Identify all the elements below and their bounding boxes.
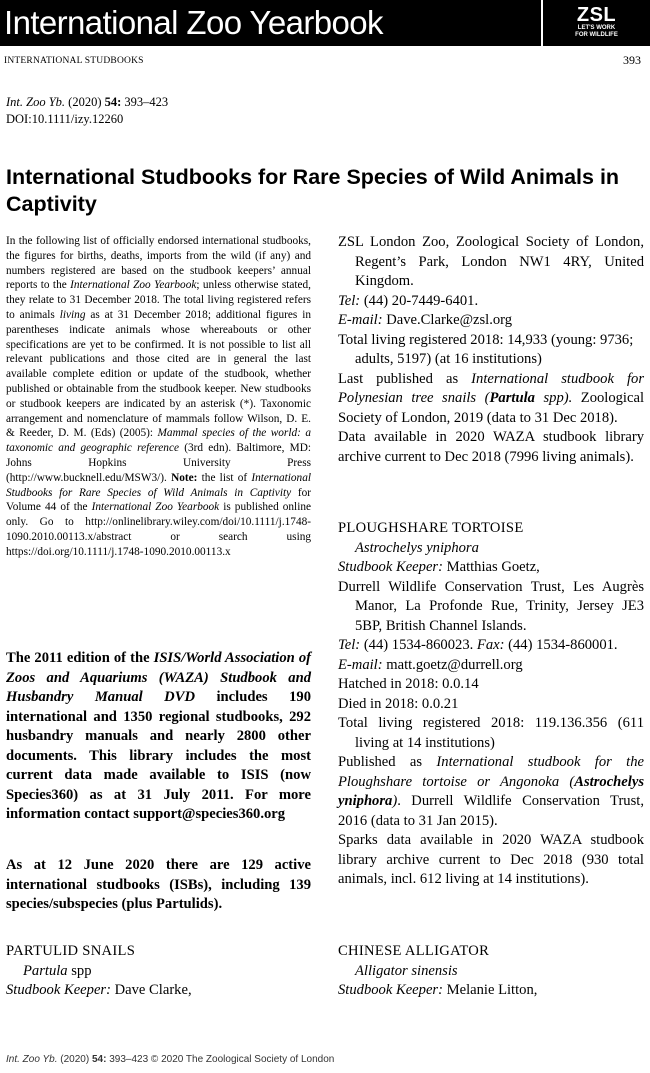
citation-year: (2020)	[68, 95, 102, 109]
entry-keeper: Studbook Keeper: Melanie Litton,	[338, 982, 538, 998]
entry-address: Durrell Wildlife Conservation Trust, Les Augrès Manor, La Profonde Rue, Trinity, Jersey JE3 5BP, British Channel Islands.	[338, 578, 644, 634]
entry-tel-fax: Tel: (44) 1534-860023. Fax: (44) 1534-860001.	[338, 637, 618, 653]
isis-paragraph: The 2011 edition of the ISIS/World Association of Zoos and Aquariums (WAZA) Studbook and Husbandry Manual DVD includes 190 international and 1350 regional studbooks, 292 husbandry manuals and nearly 2800 other documents. This library includes the most current data made available to ISIS (now Species360) as at 31 July 2011. For more information contact support@species360.org	[6, 650, 311, 822]
studbook-entry-partulid	[6, 942, 311, 1001]
entry-waza-data: Data available in 2020 WAZA studbook library archive current to Dec 2018 (7996 living animals).	[338, 429, 644, 465]
entry-species: Alligator sinensis	[355, 962, 458, 979]
entry-address: ZSL London Zoo, Zoological Society of London, Regent’s Park, London NW1 4RY, United Kingdom.	[338, 234, 644, 289]
entry-tel: Tel: (44) 20-7449-6401.	[338, 292, 479, 309]
page-number: 393	[623, 53, 641, 67]
article-title: International Studbooks for Rare Species of Wild Animals in Captivity	[6, 165, 620, 216]
entry-email: E-mail: Dave.Clarke@zsl.org	[338, 312, 513, 328]
studbook-entry-partulid-cont	[338, 233, 644, 467]
section-header: INTERNATIONAL STUDBOOKS	[4, 56, 144, 66]
entry-keeper: Studbook Keeper: Dave Clarke,	[6, 982, 192, 998]
entry-total: Total living registered 2018: 14,933 (young: 9736; adults, 5197) (at 16 institutions)	[338, 331, 634, 367]
entry-heading: CHINESE ALLIGATOR	[338, 943, 490, 959]
entry-sparks-data: Sparks data available in 2020 WAZA studbook library archive current to Dec 2018 (930 total animals, incl. 612 living at 14 institutions).	[338, 832, 644, 887]
entry-species: Astrochelys yniphora	[355, 539, 479, 556]
entry-publication: Last published as International studbook for Polynesian tree snails (Partula spp). Zoological Society of London, 2019 (data to 31 Dec 2018).	[338, 370, 645, 426]
journal-title: International Zoo Yearbook	[4, 4, 383, 41]
entry-hatched: Hatched in 2018: 0.0.14	[338, 676, 479, 692]
citation-pages: 393–423	[124, 95, 169, 109]
entry-publication: Published as International studbook for the Ploughshare tortoise or Angonoka (Astrochelys yniphora). Durrell Wildlife Conservation Trust, 2016 (data to 31 Jan 2015).	[338, 754, 644, 829]
citation-doi: DOI:10.1111/izy.12260	[6, 112, 124, 126]
zsl-logo-tagline: FOR WILDLIFE	[575, 32, 618, 38]
entry-heading: PLOUGHSHARE TORTOISE	[338, 520, 524, 536]
article-citation	[6, 94, 168, 128]
studbook-entry-alligator	[338, 942, 644, 1001]
zsl-logo-name: ZSL	[576, 4, 617, 26]
entry-heading: PARTULID SNAILS	[6, 943, 136, 959]
zsl-logo	[541, 0, 650, 46]
entry-died: Died in 2018: 0.0.21	[338, 695, 459, 712]
entry-total: Total living registered 2018: 119.136.356 (611 living at 14 institutions)	[338, 715, 644, 751]
entry-species: Partula spp	[23, 962, 92, 979]
studbook-summary: As at 12 June 2020 there are 129 active international studbooks (ISBs), including 139 species/subspecies (plus Partulids).	[6, 857, 311, 912]
page-footer: Int. Zoo Yb. (2020) 54: 393–423 © 2020 The Zoological Society of London	[6, 1054, 335, 1065]
zsl-logo-tagline: LET'S WORK	[577, 25, 616, 31]
entry-email: E-mail: matt.goetz@durrell.org	[338, 656, 523, 673]
journal-banner	[0, 0, 650, 46]
studbook-entry-tortoise	[338, 519, 644, 890]
entry-keeper: Studbook Keeper: Matthias Goetz,	[338, 559, 540, 575]
intro-paragraph: In the following list of officially endorsed international studbooks, the figures for births, deaths, imports from the wild (if any) and numbers registered are based on the studbook keepers’ annual reports to the International Zoo Yearbook; unless otherwise stated, they relate to 31 December 2018. The total living registered refers to animals living as at 31 December 2018; additional figures in parentheses indicate animals whose whereabouts or other specifications are yet to be confirmed. It is not possible to list all relevant publications and those cited are in general the last available complete edition or update of the studbook, whether published or obtainable from the studbook keeper. New studbooks or studbook keepers are indicated by an asterisk (*). Taxonomic arrangement and nomenclature of mammals follow Wilson, D. E. & Reeder, D. M. (Eds) (2005): Mammal species of the world: a taxonomic and geographic reference (3rd edn). Baltimore, MD: Johns Hopkins University Press (http://www.bucknell.edu/MSW3/). Note: the list of International Studbooks for Rare Species of Wild Animals in Captivity for Volume 44 of the International Zoo Yearbook is published online only. Go to http://onlinelibrary.wiley.com/doi/10.1111/j.1748-1090.2010.00113.x/abstract or search using https://doi.org/10.1111/j.1748-1090.2010.00113.x	[6, 235, 312, 558]
citation-journal: Int. Zoo Yb.	[6, 95, 66, 109]
citation-volume: 54:	[104, 95, 122, 109]
